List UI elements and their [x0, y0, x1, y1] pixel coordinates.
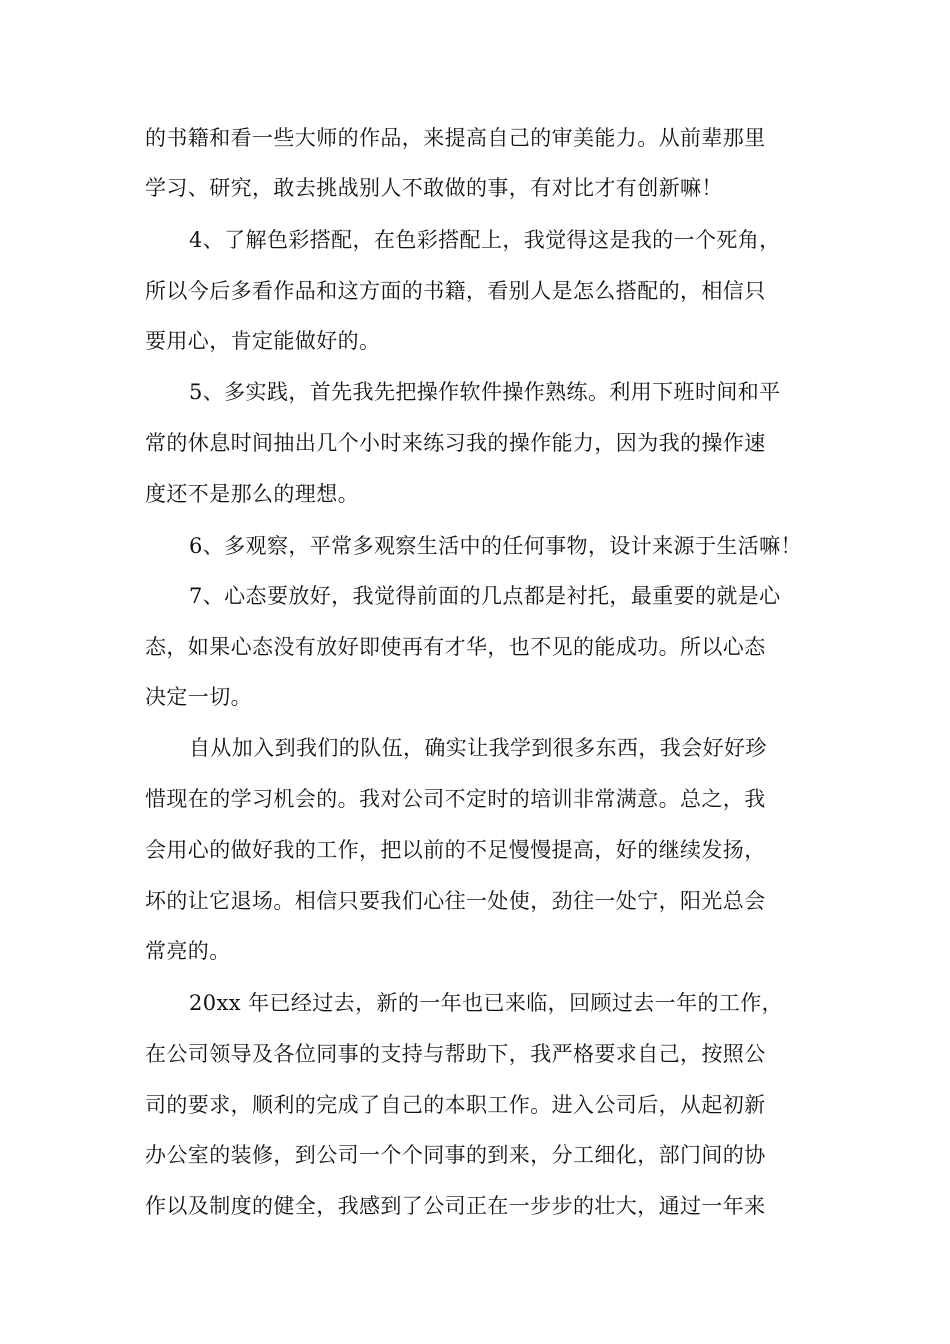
text-line: 所以今后多看作品和这方面的书籍，看别人是怎么搭配的，相信只 — [145, 279, 766, 303]
text-line: 学习、研究，敢去挑战别人不敢做的事，有对比才有创新嘛！ — [145, 176, 723, 200]
text-line: 6、多观察，平常多观察生活中的任何事物，设计来源于生活嘛！ — [189, 534, 802, 558]
text-line: 决定一切。 — [145, 685, 252, 709]
text-line: 7、心态要放好，我觉得前面的几点都是衬托，最重要的就是心 — [189, 584, 781, 608]
text-line: 态，如果心态没有放好即使再有才华，也不见的能成功。所以心态 — [145, 635, 766, 659]
text-line: 自从加入到我们的队伍，确实让我学到很多东西，我会好好珍 — [189, 736, 767, 760]
text-line: 司的要求，顺利的完成了自己的本职工作。进入公司后，从起初新 — [145, 1093, 766, 1117]
text-line: 20xx 年已经过去，新的一年也已来临，回顾过去一年的工作， — [189, 991, 784, 1015]
text-line: 坏的让它退场。相信只要我们心往一处使，劲往一处宁，阳光总会 — [145, 889, 766, 913]
text-line: 作以及制度的健全，我感到了公司正在一步步的壮大，通过一年来 — [145, 1194, 766, 1218]
text-line: 要用心，肯定能做好的。 — [145, 329, 381, 353]
text-line: 4、了解色彩搭配，在色彩搭配上，我觉得这是我的一个死角， — [189, 228, 781, 252]
text-line: 在公司领导及各位同事的支持与帮助下，我严格要求自己，按照公 — [145, 1042, 766, 1066]
text-line: 度还不是那么的理想。 — [145, 482, 359, 506]
text-line: 5、多实践，首先我先把操作软件操作熟练。利用下班时间和平 — [189, 380, 781, 404]
text-line: 惜现在的学习机会的。我对公司不定时的培训非常满意。总之，我 — [145, 787, 766, 811]
text-line: 的书籍和看一些大师的作品，来提高自己的审美能力。从前辈那里 — [145, 126, 766, 150]
text-line: 会用心的做好我的工作，把以前的不足慢慢提高，好的继续发扬， — [145, 838, 766, 862]
text-line: 办公室的装修，到公司一个个同事的到来，分工细化，部门间的协 — [145, 1143, 766, 1167]
text-line: 常的休息时间抽出几个小时来练习我的操作能力，因为我的操作速 — [145, 431, 766, 455]
text-line: 常亮的。 — [145, 939, 231, 963]
